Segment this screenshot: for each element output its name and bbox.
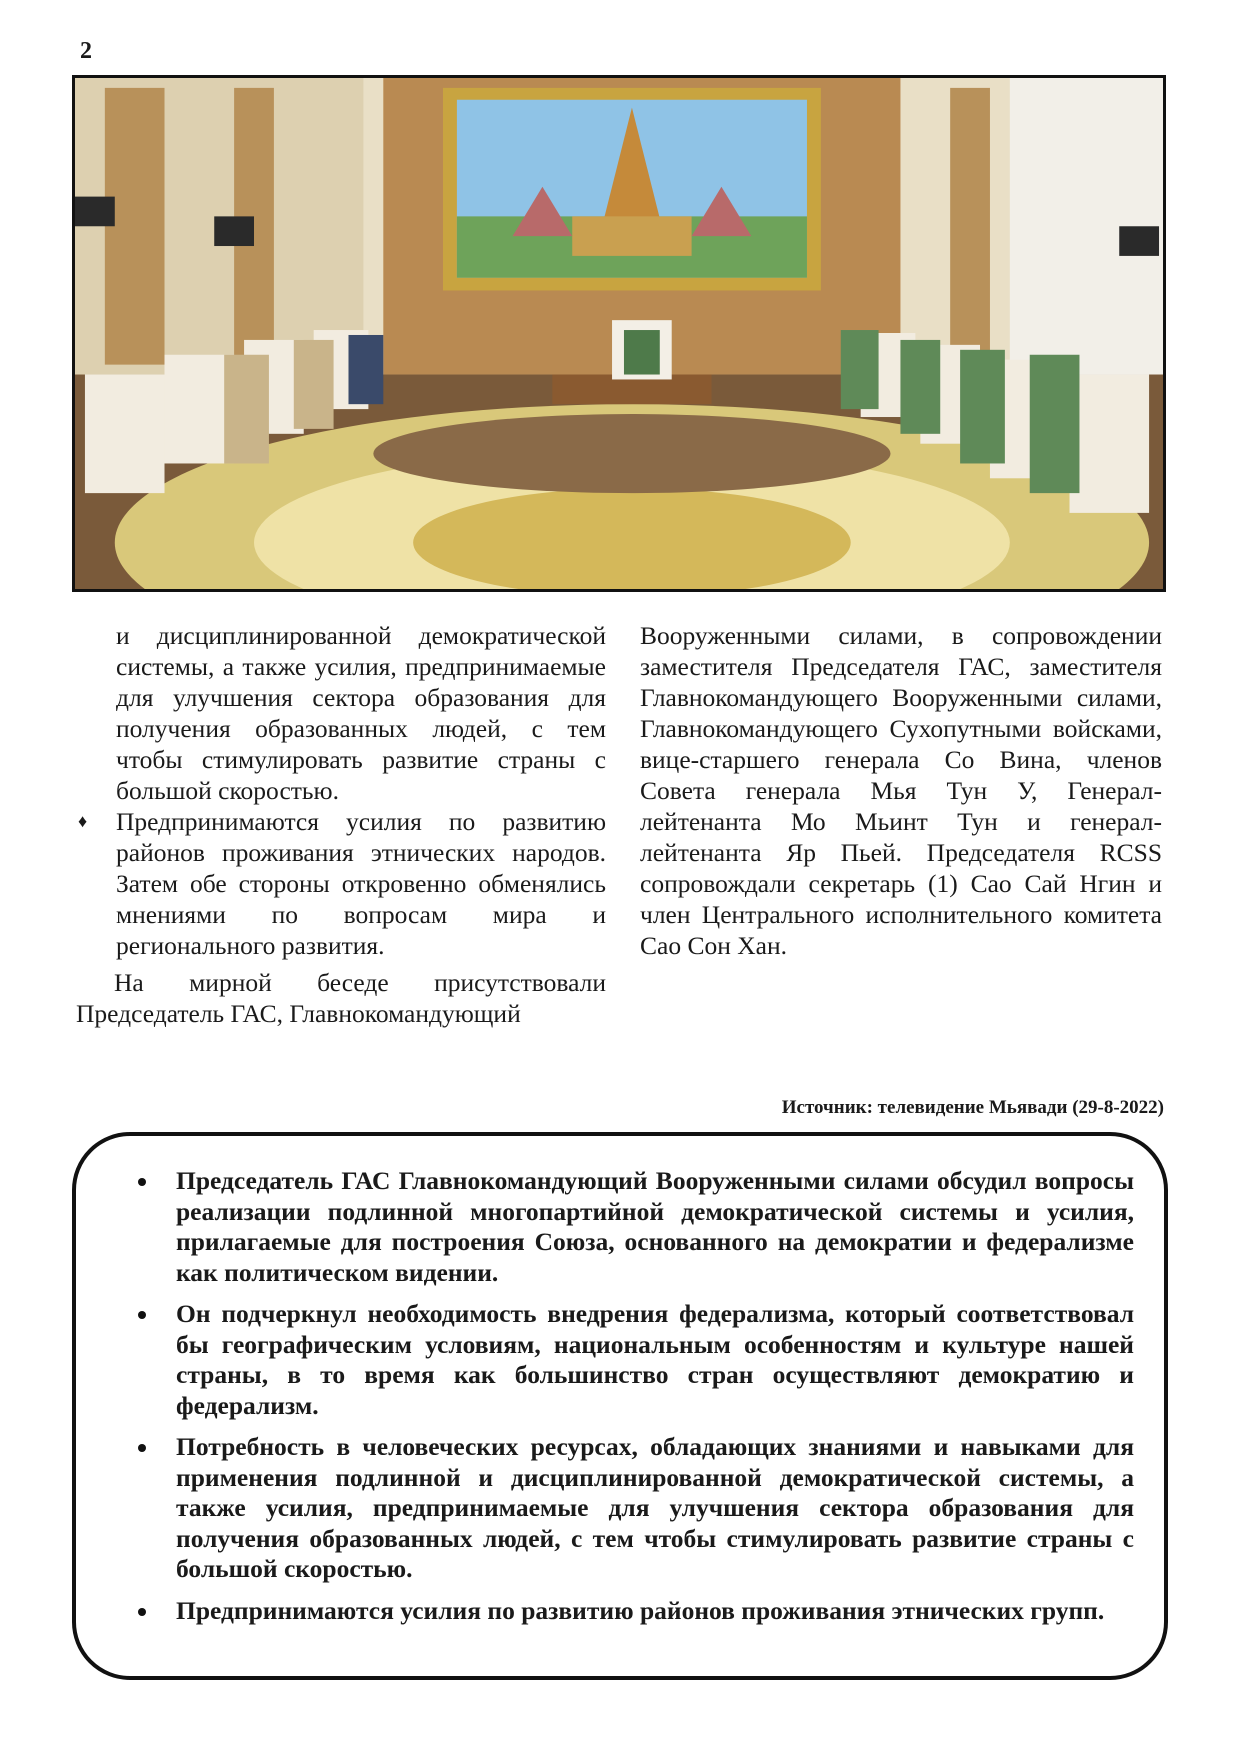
meeting-photo	[72, 75, 1166, 592]
diamond-bullet-icon: ♦	[78, 811, 88, 831]
source-credit: Источник: телевидение Мьявади (29-8-2022)	[781, 1097, 1164, 1118]
summary-item: Потребность в человеческих ресурсах, обладающих знаниями и навыками для применения подлинной и дисциплинированной демократической системы, а также усилия, предпринимаемые для улучшения сектора образования для получения образованных людей, с тем чтобы стимулировать развитие страны с большой скоростью.	[116, 1432, 1134, 1585]
summary-item: Он подчеркнул необходимость внедрения федерализма, который соответствовал бы географическим условиям, национальным особенностям и культуре нашей страны, в то время как большинство стран осуществляют демократию и федерализм.	[116, 1299, 1134, 1421]
bullet-item	[76, 806, 606, 961]
bullet-icon	[138, 1444, 146, 1452]
left-column	[76, 620, 606, 1029]
bullet-icon	[138, 1178, 146, 1186]
bullet-icon	[138, 1608, 146, 1616]
summary-item: Предпринимаются усилия по развитию районов проживания этнических групп.	[116, 1596, 1134, 1627]
page-number: 2	[80, 38, 92, 64]
summary-item: Председатель ГАС Главнокомандующий Вооруженными силами обсудил вопросы реализации подлинной многопартийной демократической системы и усилия, прилагаемые для построения Союза, основанного на демократии и федерализме как политическом видении.	[116, 1166, 1134, 1288]
summary-list	[116, 1166, 1134, 1626]
bullet-text: Предпринимаются усилия по развитию районов проживания этнических народов. Затем обе стороны откровенно обменялись мнениями по вопросам мира и регионального развития.	[116, 807, 606, 960]
bullet-icon	[138, 1311, 146, 1319]
continued-paragraph: и дисциплинированной демократической системы, а также усилия, предпринимаемые для улучшения сектора образования для получения образованных людей, с тем чтобы стимулировать развитие страны с большой скоростью.	[116, 621, 606, 805]
summary-box	[72, 1132, 1168, 1680]
right-paragraph: Вооруженными силами, в сопровождении заместителя Председателя ГАС, заместителя Главнокомандующего Вооруженными силами, Главнокомандующего Сухопутными войсками, вице-старшего генерала Со Вина, членов Совета генерала Мья Тун У, Генерал-лейтенанта Мо Мьинт Тун и генерал-лейтенанта Яр Пьей. Председателя RCSS сопровождали секретарь (1) Сао Сай Нгин и член Центрального исполнительного комитета Сао Сон Хан.	[640, 621, 1162, 960]
paragraph-start: На мирной беседе присутствовали Председатель ГАС, Главнокомандующий	[76, 968, 606, 1028]
right-column	[640, 620, 1162, 961]
